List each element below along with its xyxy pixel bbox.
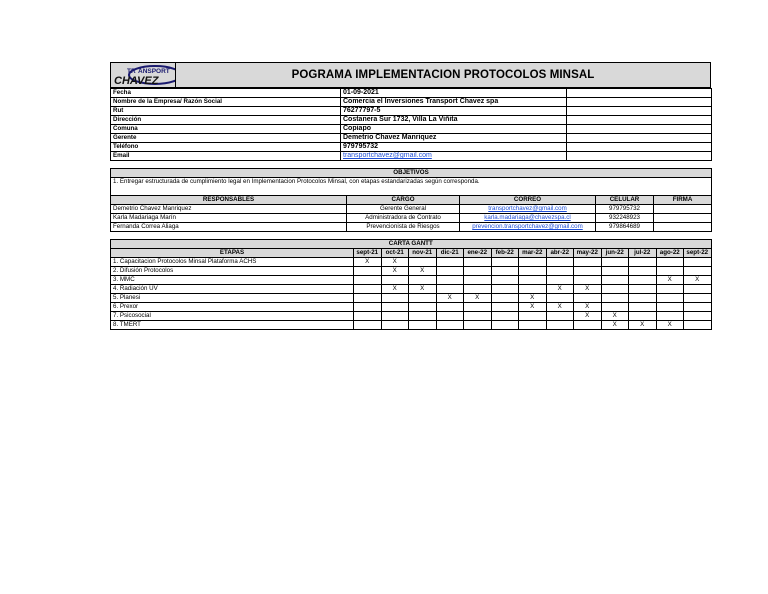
info-row bbox=[111, 143, 712, 152]
gantt-month-header: nov-21 bbox=[409, 249, 437, 258]
info-value bbox=[341, 125, 567, 134]
gantt-etapa: 6. Prexor bbox=[111, 303, 354, 312]
gantt-etapa: 1. Capacitacion Protocolos Minsal Plataforma ACHS bbox=[111, 258, 354, 267]
gantt-cell: X bbox=[574, 303, 602, 312]
info-row bbox=[111, 134, 712, 143]
gantt-cell bbox=[546, 267, 574, 276]
gantt-cell bbox=[464, 267, 492, 276]
responsable-row bbox=[111, 205, 712, 214]
gantt-cell: X bbox=[574, 312, 602, 321]
firma-header: FIRMA bbox=[654, 196, 712, 205]
gantt-row bbox=[111, 321, 712, 330]
info-blank bbox=[567, 98, 712, 107]
gantt-cell bbox=[464, 285, 492, 294]
gantt-cell bbox=[491, 258, 519, 267]
gantt-cell bbox=[684, 285, 712, 294]
info-row bbox=[111, 116, 712, 125]
gantt-row bbox=[111, 303, 712, 312]
gantt-cell bbox=[354, 276, 382, 285]
gantt-cell bbox=[354, 321, 382, 330]
responsable-firma bbox=[654, 205, 712, 214]
gantt-cell bbox=[629, 303, 657, 312]
gantt-cell bbox=[491, 294, 519, 303]
responsable-row bbox=[111, 223, 712, 232]
gantt-cell bbox=[629, 258, 657, 267]
email-link[interactable]: transportchavez@gmail.com bbox=[488, 205, 567, 212]
gantt-cell bbox=[491, 267, 519, 276]
gantt-cell bbox=[656, 285, 684, 294]
email-link[interactable]: karla.madariaga@chavezspa.cl bbox=[484, 214, 571, 221]
info-value bbox=[341, 98, 567, 107]
responsable-email[interactable] bbox=[460, 223, 596, 232]
responsable-row bbox=[111, 214, 712, 223]
info-value-text: 979795732 bbox=[343, 143, 379, 150]
gantt-cell bbox=[601, 285, 629, 294]
correo-header: CORREO bbox=[460, 196, 596, 205]
gantt-cell: X bbox=[381, 267, 409, 276]
gantt-cell bbox=[464, 312, 492, 321]
gantt-cell bbox=[601, 267, 629, 276]
gantt-month-header: jul-22 bbox=[629, 249, 657, 258]
gantt-cell bbox=[629, 276, 657, 285]
gantt-cell bbox=[656, 258, 684, 267]
gantt-cell: X bbox=[546, 303, 574, 312]
gantt-cell bbox=[519, 321, 547, 330]
gantt-cell bbox=[519, 285, 547, 294]
info-label: Nombre de la Empresa/ Razón Social bbox=[111, 98, 341, 107]
gantt-cell bbox=[409, 312, 437, 321]
responsable-name: Demetrio Chavez Manriquez bbox=[111, 205, 347, 214]
gantt-cell bbox=[464, 321, 492, 330]
gantt-row bbox=[111, 312, 712, 321]
gantt-month-header: abr-22 bbox=[546, 249, 574, 258]
gantt-cell: X bbox=[519, 294, 547, 303]
info-label: Email bbox=[111, 152, 341, 161]
gantt-month-header: feb-22 bbox=[491, 249, 519, 258]
objetivos-table bbox=[110, 168, 712, 232]
responsable-celular: 932248923 bbox=[596, 214, 654, 223]
gantt-cell bbox=[436, 258, 464, 267]
gantt-etapa: 3. MMC bbox=[111, 276, 354, 285]
responsable-email[interactable] bbox=[460, 214, 596, 223]
gantt-cell: X bbox=[656, 276, 684, 285]
gantt-cell bbox=[546, 321, 574, 330]
gantt-cell bbox=[574, 276, 602, 285]
info-row bbox=[111, 125, 712, 134]
gantt-row bbox=[111, 276, 712, 285]
gantt-cell bbox=[601, 294, 629, 303]
gantt-cell bbox=[629, 267, 657, 276]
celular-header: CELULAR bbox=[596, 196, 654, 205]
info-label: Teléfono bbox=[111, 143, 341, 152]
gantt-cell bbox=[381, 303, 409, 312]
gantt-cell bbox=[436, 276, 464, 285]
document-sheet bbox=[110, 62, 711, 330]
gantt-cell: X bbox=[409, 285, 437, 294]
gantt-cell bbox=[546, 312, 574, 321]
info-value bbox=[341, 116, 567, 125]
gantt-cell bbox=[574, 258, 602, 267]
etapas-header: ETAPAS bbox=[111, 249, 354, 258]
gantt-cell bbox=[629, 294, 657, 303]
responsable-firma bbox=[654, 214, 712, 223]
gantt-etapa: 4. Radiación UV bbox=[111, 285, 354, 294]
info-value-text: 01-09-2021 bbox=[343, 89, 379, 96]
email-link[interactable] bbox=[341, 152, 567, 161]
responsable-firma bbox=[654, 223, 712, 232]
objetivos-text: 1. Entregar estructurada de cumplimiento legal en Implementacion Protocolos Minsal, con etapas estandarizadas según corresponda. bbox=[111, 178, 712, 196]
gantt-month-header: mar-22 bbox=[519, 249, 547, 258]
gantt-cell: X bbox=[381, 258, 409, 267]
company-logo bbox=[111, 63, 176, 88]
gantt-row bbox=[111, 294, 712, 303]
responsable-name: Karla Madariaga Marín bbox=[111, 214, 347, 223]
gantt-cell bbox=[409, 294, 437, 303]
gantt-etapa: 7. Psicosocial bbox=[111, 312, 354, 321]
gantt-month-header: oct-21 bbox=[381, 249, 409, 258]
gantt-row bbox=[111, 267, 712, 276]
gantt-month-header: jun-22 bbox=[601, 249, 629, 258]
gantt-cell bbox=[409, 258, 437, 267]
info-row bbox=[111, 98, 712, 107]
gantt-cell bbox=[436, 303, 464, 312]
gantt-cell bbox=[354, 267, 382, 276]
gantt-table bbox=[110, 239, 712, 330]
gantt-row bbox=[111, 258, 712, 267]
info-value-text: Costanera Sur 1732, Villa La Viñita bbox=[343, 116, 458, 123]
gantt-cell: X bbox=[656, 321, 684, 330]
gantt-cell bbox=[656, 303, 684, 312]
info-blank bbox=[567, 116, 712, 125]
gantt-cell bbox=[381, 276, 409, 285]
gantt-cell: X bbox=[354, 258, 382, 267]
objetivos-header: OBJETIVOS bbox=[111, 169, 712, 178]
responsable-cargo: Gerente General bbox=[347, 205, 460, 214]
info-value-text: Comercia el Inversiones Transport Chavez spa bbox=[343, 98, 499, 105]
gantt-cell bbox=[684, 267, 712, 276]
info-label: Comuna bbox=[111, 125, 341, 134]
gantt-etapa: 5. Planesi bbox=[111, 294, 354, 303]
gantt-cell: X bbox=[409, 267, 437, 276]
gantt-month-header: ago-22 bbox=[656, 249, 684, 258]
gantt-cell: X bbox=[601, 312, 629, 321]
gantt-cell bbox=[601, 303, 629, 312]
gantt-cell bbox=[436, 321, 464, 330]
responsable-celular: 979864689 bbox=[596, 223, 654, 232]
gantt-cell: X bbox=[574, 285, 602, 294]
info-label: Rut bbox=[111, 107, 341, 116]
gantt-cell bbox=[684, 294, 712, 303]
info-value bbox=[341, 143, 567, 152]
gantt-month-header: sept-21 bbox=[354, 249, 382, 258]
gantt-cell bbox=[684, 303, 712, 312]
gantt-cell: X bbox=[436, 294, 464, 303]
gantt-title: CARTA GANTT bbox=[111, 240, 712, 249]
gantt-month-header: may-22 bbox=[574, 249, 602, 258]
gantt-cell bbox=[601, 258, 629, 267]
gantt-cell bbox=[684, 258, 712, 267]
info-value-text: Demetrio Chavez Manriquez bbox=[343, 134, 437, 141]
gantt-cell bbox=[436, 285, 464, 294]
info-blank bbox=[567, 89, 712, 98]
gantt-cell bbox=[519, 258, 547, 267]
gantt-etapa: 2. Difusión Protocolos bbox=[111, 267, 354, 276]
svg-text:CHAVEZ: CHAVEZ bbox=[114, 75, 159, 86]
info-blank bbox=[567, 134, 712, 143]
info-label: Gerente bbox=[111, 134, 341, 143]
gantt-cell: X bbox=[546, 285, 574, 294]
title-table bbox=[110, 62, 711, 88]
gantt-row bbox=[111, 285, 712, 294]
gantt-cell bbox=[491, 321, 519, 330]
gantt-cell bbox=[491, 285, 519, 294]
gantt-cell bbox=[354, 312, 382, 321]
info-blank bbox=[567, 125, 712, 134]
gantt-month-header: ene-22 bbox=[464, 249, 492, 258]
gantt-cell bbox=[464, 303, 492, 312]
gantt-month-header: sept-22 bbox=[684, 249, 712, 258]
gantt-cell bbox=[629, 312, 657, 321]
gantt-cell bbox=[519, 267, 547, 276]
gantt-cell bbox=[519, 276, 547, 285]
gantt-cell bbox=[519, 312, 547, 321]
gantt-cell: X bbox=[629, 321, 657, 330]
info-blank bbox=[567, 152, 712, 161]
gantt-cell bbox=[464, 258, 492, 267]
gantt-cell bbox=[684, 321, 712, 330]
svg-text:ANSPORT: ANSPORT bbox=[138, 68, 170, 75]
cargo-header: CARGO bbox=[347, 196, 460, 205]
info-value bbox=[341, 89, 567, 98]
info-row bbox=[111, 107, 712, 116]
responsable-cargo: Prevencionista de Riesgos bbox=[347, 223, 460, 232]
gantt-cell bbox=[684, 312, 712, 321]
gantt-cell bbox=[354, 294, 382, 303]
responsables-header: RESPONSABLES bbox=[111, 196, 347, 205]
gantt-cell bbox=[546, 258, 574, 267]
gantt-cell bbox=[574, 321, 602, 330]
responsable-email[interactable] bbox=[460, 205, 596, 214]
responsable-name: Fernanda Correa Aliaga bbox=[111, 223, 347, 232]
gantt-cell bbox=[574, 267, 602, 276]
gantt-cell bbox=[629, 285, 657, 294]
company-info-table bbox=[110, 88, 712, 161]
gantt-cell bbox=[656, 267, 684, 276]
gantt-cell bbox=[409, 276, 437, 285]
gantt-cell: X bbox=[381, 285, 409, 294]
gantt-cell bbox=[381, 294, 409, 303]
gantt-cell: X bbox=[519, 303, 547, 312]
info-row bbox=[111, 152, 712, 161]
gantt-cell: X bbox=[684, 276, 712, 285]
info-value bbox=[341, 107, 567, 116]
gantt-cell bbox=[381, 321, 409, 330]
gantt-cell bbox=[409, 303, 437, 312]
info-value-text: 76277797-5 bbox=[343, 107, 381, 114]
info-value bbox=[341, 134, 567, 143]
responsable-cargo: Administradora de Contrato bbox=[347, 214, 460, 223]
gantt-cell bbox=[354, 303, 382, 312]
email-link[interactable]: prevencion.transportchavez@gmail.com bbox=[472, 223, 583, 230]
info-blank bbox=[567, 143, 712, 152]
gantt-cell bbox=[381, 312, 409, 321]
gantt-cell: X bbox=[601, 321, 629, 330]
info-label: Dirección bbox=[111, 116, 341, 125]
gantt-cell bbox=[436, 267, 464, 276]
gantt-cell bbox=[546, 276, 574, 285]
gantt-cell bbox=[491, 276, 519, 285]
gantt-month-header: dic-21 bbox=[436, 249, 464, 258]
gantt-etapa: 8. TMERT bbox=[111, 321, 354, 330]
svg-text:TR: TR bbox=[127, 68, 136, 75]
gantt-cell: X bbox=[464, 294, 492, 303]
gantt-cell bbox=[464, 276, 492, 285]
responsable-celular: 979795732 bbox=[596, 205, 654, 214]
gantt-cell bbox=[436, 312, 464, 321]
info-row bbox=[111, 89, 712, 98]
page-title: POGRAMA IMPLEMENTACION PROTOCOLOS MINSAL bbox=[176, 63, 711, 88]
gantt-cell bbox=[491, 312, 519, 321]
gantt-cell bbox=[656, 312, 684, 321]
info-value-text: Copiapo bbox=[343, 125, 371, 132]
info-blank bbox=[567, 107, 712, 116]
gantt-cell bbox=[409, 321, 437, 330]
info-value-text[interactable]: transportchavez@gmail.com bbox=[343, 152, 432, 159]
gantt-cell bbox=[491, 303, 519, 312]
gantt-cell bbox=[574, 294, 602, 303]
gantt-cell bbox=[656, 294, 684, 303]
info-label: Fecha bbox=[111, 89, 341, 98]
gantt-cell bbox=[601, 276, 629, 285]
gantt-cell bbox=[354, 285, 382, 294]
gantt-cell bbox=[546, 294, 574, 303]
